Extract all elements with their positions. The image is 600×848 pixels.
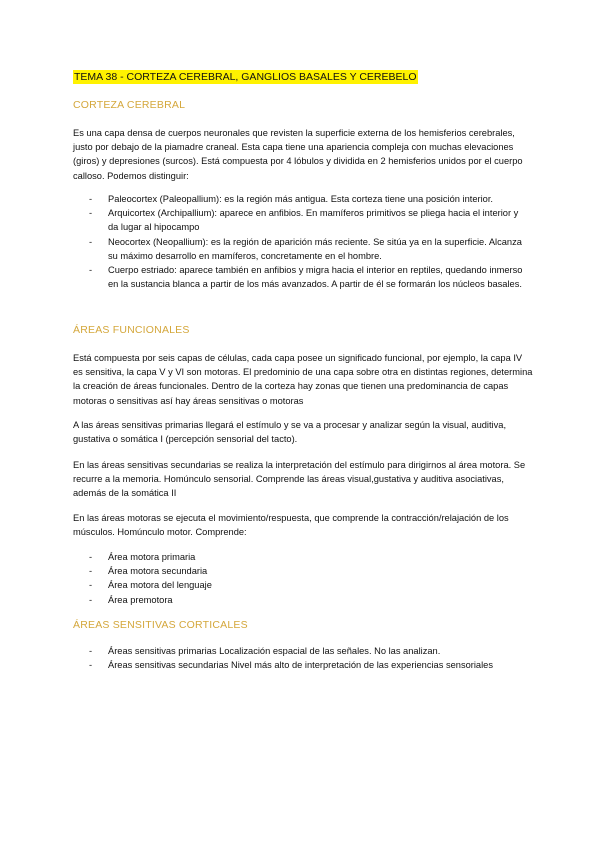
list-item-text: Cuerpo estriado: aparece también en anfibios y migra hacia el interior en reptiles, quedando inmerso en la sustancia blanca a partir de los más avanzados. A partir de él se formarán los núcleos basales. [108, 265, 523, 290]
list-item [89, 593, 529, 607]
bullet-dash: - [89, 646, 93, 656]
paragraph-text: Está compuesta por seis capas de células, cada capa posee un significado funcional, por ejemplo, la capa IV es sensitiva, la capa V y VI son motoras. El predominio de una capa sobre otra en distintas regiones, determina la creación de áreas funcionales. Dentro de la corteza hay zonas que tienen una predominancia de capas motoras o sensitivas así hay áreas sensitivas o motoras [73, 353, 533, 406]
bullet-dash: - [89, 194, 93, 204]
bullet-dash: - [89, 208, 93, 219]
list-item-text: Arquicortex (Archipallium): aparece en anfibios. En mamíferos primitivos se pliega hacia el interior y da lugar al hipocampo [108, 208, 519, 233]
list-areas-sensitivas [89, 644, 529, 672]
bullet-dash: - [89, 552, 93, 562]
list-item-text: Área motora primaria [108, 552, 196, 562]
list-item-text: Área motora del lenguaje [108, 580, 212, 591]
heading-areas-sensitivas: ÁREAS SENSITIVAS CORTICALES [73, 619, 248, 631]
list-item-text: Áreas sensitivas primarias Localización espacial de las señales. No las analizan. [108, 646, 441, 656]
paragraph-capas [73, 351, 533, 408]
list-corteza-types [89, 192, 529, 291]
bullet-dash: - [89, 236, 93, 247]
bullet-dash: - [89, 265, 93, 276]
paragraph-text: A las áreas sensitivas primarias llegará el estímulo y se va a procesar y analizar según la visual, auditiva, gustativa o somática I (percepción sensorial del tacto). [73, 420, 507, 445]
list-item-text: Área motora secundaria [108, 566, 208, 577]
heading-areas-funcionales: ÁREAS FUNCIONALES [73, 324, 190, 336]
list-areas-motoras [89, 550, 529, 607]
bullet-dash: - [89, 580, 93, 591]
paragraph-text: Es una capa densa de cuerpos neuronales que revisten la superficie externa de los hemisferios cerebrales, justo por debajo de la piamadre craneal. Esta capa tiene una apariencia compleja con muchas elevaciones (giros) y depresiones (surcos). Está compuesta por 4 lóbulos y dividida en 2 hemisferios unidos por el cuerpo calloso. Podemos distinguir: [73, 128, 523, 181]
list-item-text: Neocortex (Neopallium): es la región de aparición más reciente. Se sitúa ya en la superficie. Alcanza su máximo desarrollo en mamíferos, concretamente en el hombre. [108, 236, 522, 261]
bullet-dash: - [89, 594, 93, 605]
list-item-text: Paleocortex (Paleopallium): es la región más antigua. Esta corteza tiene una posición interior. [108, 194, 493, 204]
list-item [89, 550, 529, 564]
paragraph-corteza-intro [73, 126, 533, 183]
list-item [89, 564, 529, 578]
bullet-dash: - [89, 566, 93, 577]
paragraph-sensitivas-secundarias [73, 458, 533, 501]
list-item [89, 206, 529, 234]
list-item [89, 578, 529, 592]
list-item [89, 263, 529, 291]
heading-corteza-cerebral: CORTEZA CEREBRAL [73, 99, 186, 111]
list-item [89, 192, 529, 206]
list-item-text: Área premotora [108, 594, 173, 605]
document-title: TEMA 38 - CORTEZA CEREBRAL, GANGLIOS BASALES Y CEREBELO [74, 71, 417, 83]
list-item [89, 658, 529, 672]
list-item [89, 235, 529, 263]
list-item-text: Áreas sensitivas secundarias Nivel más alto de interpretación de las experiencias sensoriales [108, 660, 493, 671]
paragraph-text: En las áreas sensitivas secundarias se realiza la interpretación del estímulo para dirigirnos al área motora. Se recurre a la memoria. Homúnculo sensorial. Comprende las áreas visual,gustativa y auditiva asociativas, además de la somática II [73, 460, 526, 499]
bullet-dash: - [89, 660, 93, 671]
paragraph-sensitivas-primarias [73, 418, 533, 446]
paragraph-areas-motoras [73, 511, 533, 539]
list-item [89, 644, 529, 658]
paragraph-text: En las áreas motoras se ejecuta el movimiento/respuesta, que comprende la contracción/relajación de los músculos. Homúnculo motor. Comprende: [73, 513, 509, 538]
